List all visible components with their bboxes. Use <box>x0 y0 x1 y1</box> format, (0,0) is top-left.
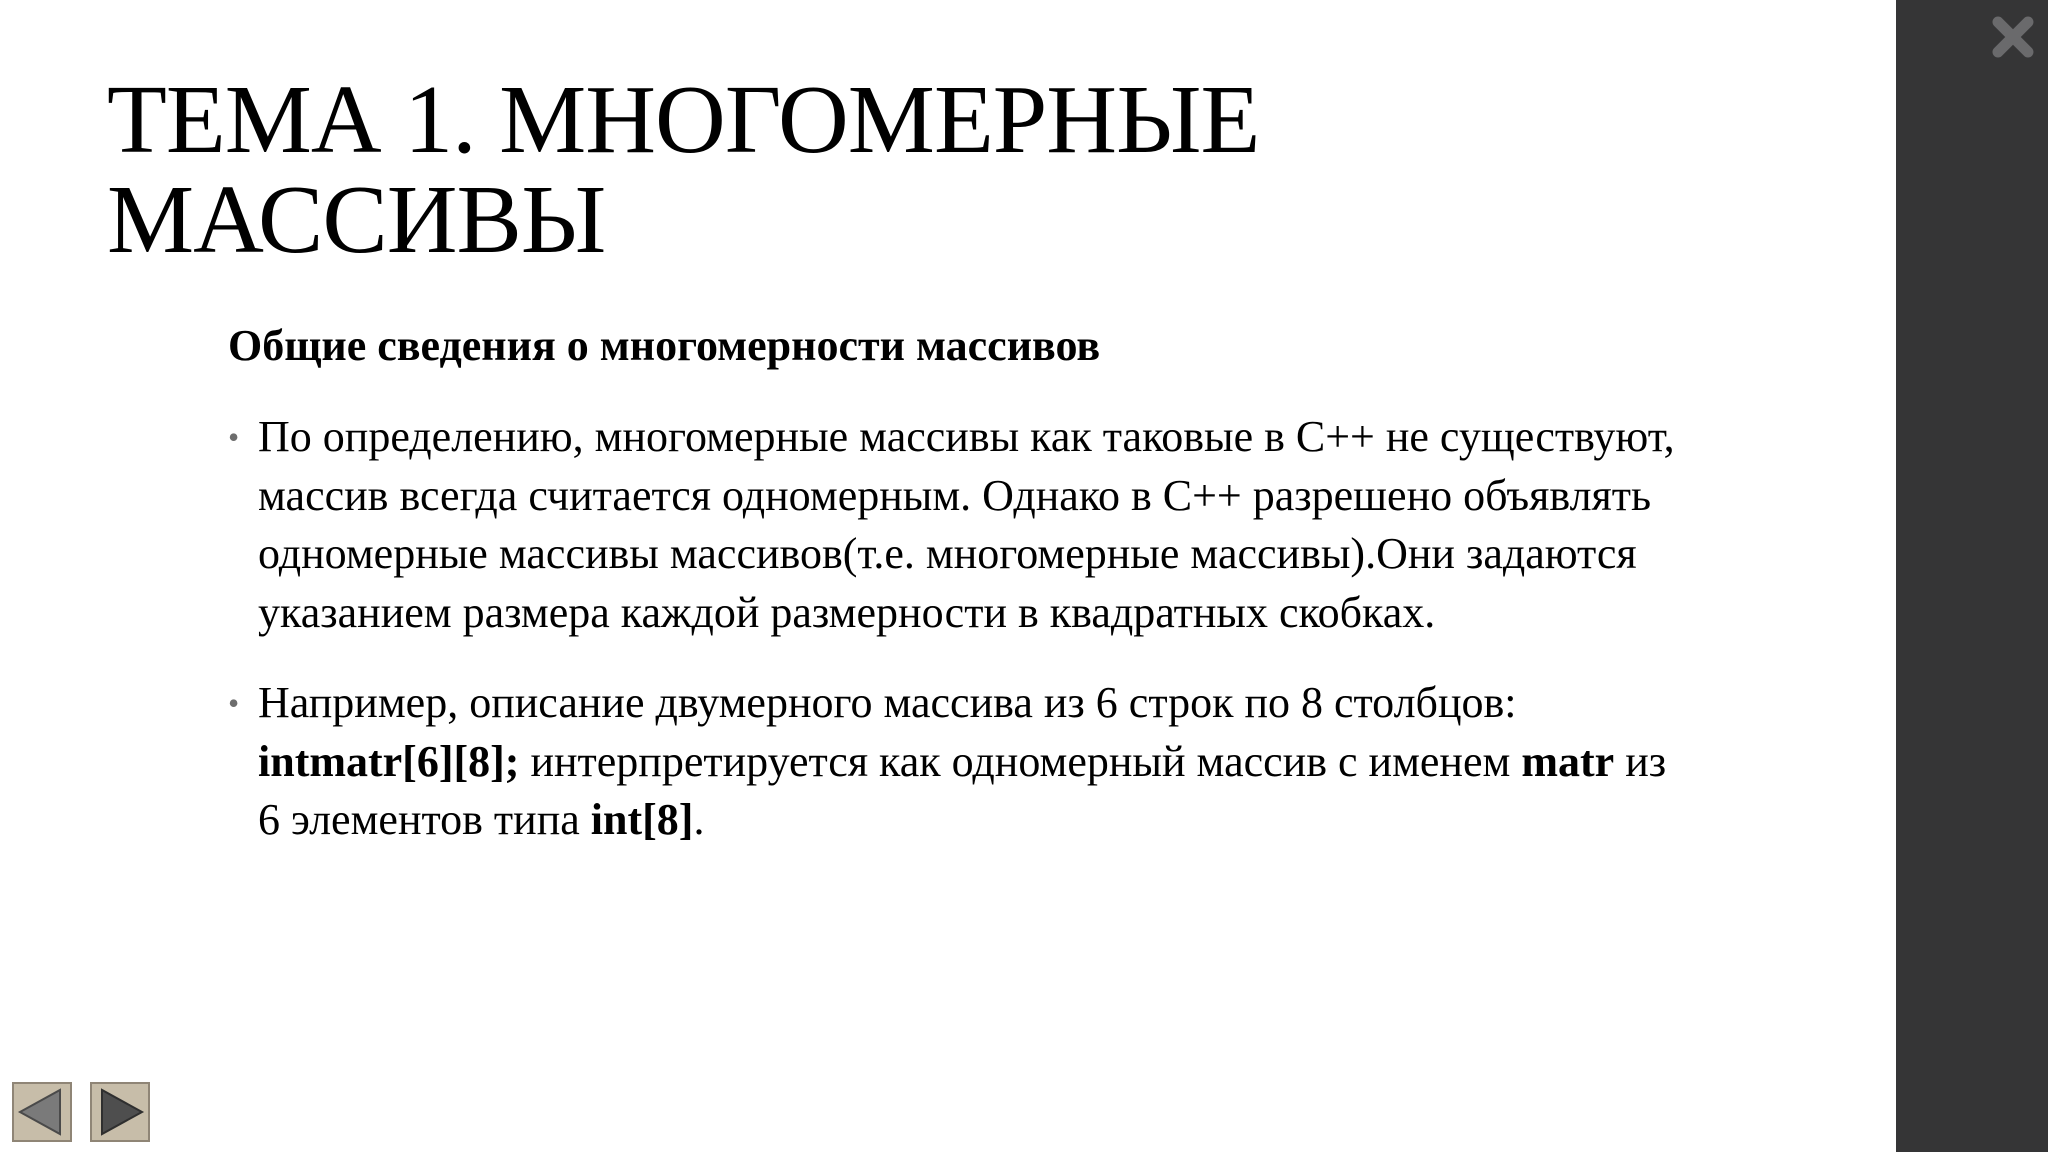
bullet-dot-icon: • <box>228 419 240 455</box>
code-fragment: intmatr[6][8]; <box>258 736 520 786</box>
bullet-item <box>228 674 1688 850</box>
bullet-text-part: интерпретируется как одномерный массив с именем <box>519 736 1522 786</box>
code-fragment: int[8] <box>590 795 694 844</box>
next-slide-button[interactable] <box>90 1082 150 1142</box>
bullet-text: По определению, многомерные массивы как таковые в С++ не существуют, массив всегда считается одномерным. Однако в С++ разрешено объявлять одномерные массивы массивов(т.е. многомерные массивы).Они задаются указанием размера каждой размерности в квадратных скобках. <box>258 412 1675 637</box>
close-button[interactable] <box>1988 12 2038 62</box>
slide-subtitle: Общие сведения о многомерности массивов <box>228 321 1101 370</box>
bullet-text <box>258 674 1688 850</box>
code-fragment: matr <box>1521 736 1615 786</box>
close-icon <box>1988 12 2038 62</box>
bullet-text-part: Например, описание двумерного массива из 6 строк по 8 столбцов: <box>258 678 1517 727</box>
bullet-text-part: . <box>693 795 705 844</box>
arrow-left-icon <box>14 1084 70 1140</box>
side-panel <box>1896 0 2048 1152</box>
bullet-text-part: из 6 элементов типа <box>258 736 1667 844</box>
bullet-dot-icon: • <box>228 685 240 721</box>
bullet-list <box>228 408 1688 882</box>
bullet-item <box>228 408 1688 642</box>
arrow-right-icon <box>92 1084 148 1140</box>
prev-slide-button[interactable] <box>12 1082 72 1142</box>
slide-title: ТЕМА 1. МНОГОМЕРНЫЕ МАССИВЫ <box>107 66 1260 274</box>
